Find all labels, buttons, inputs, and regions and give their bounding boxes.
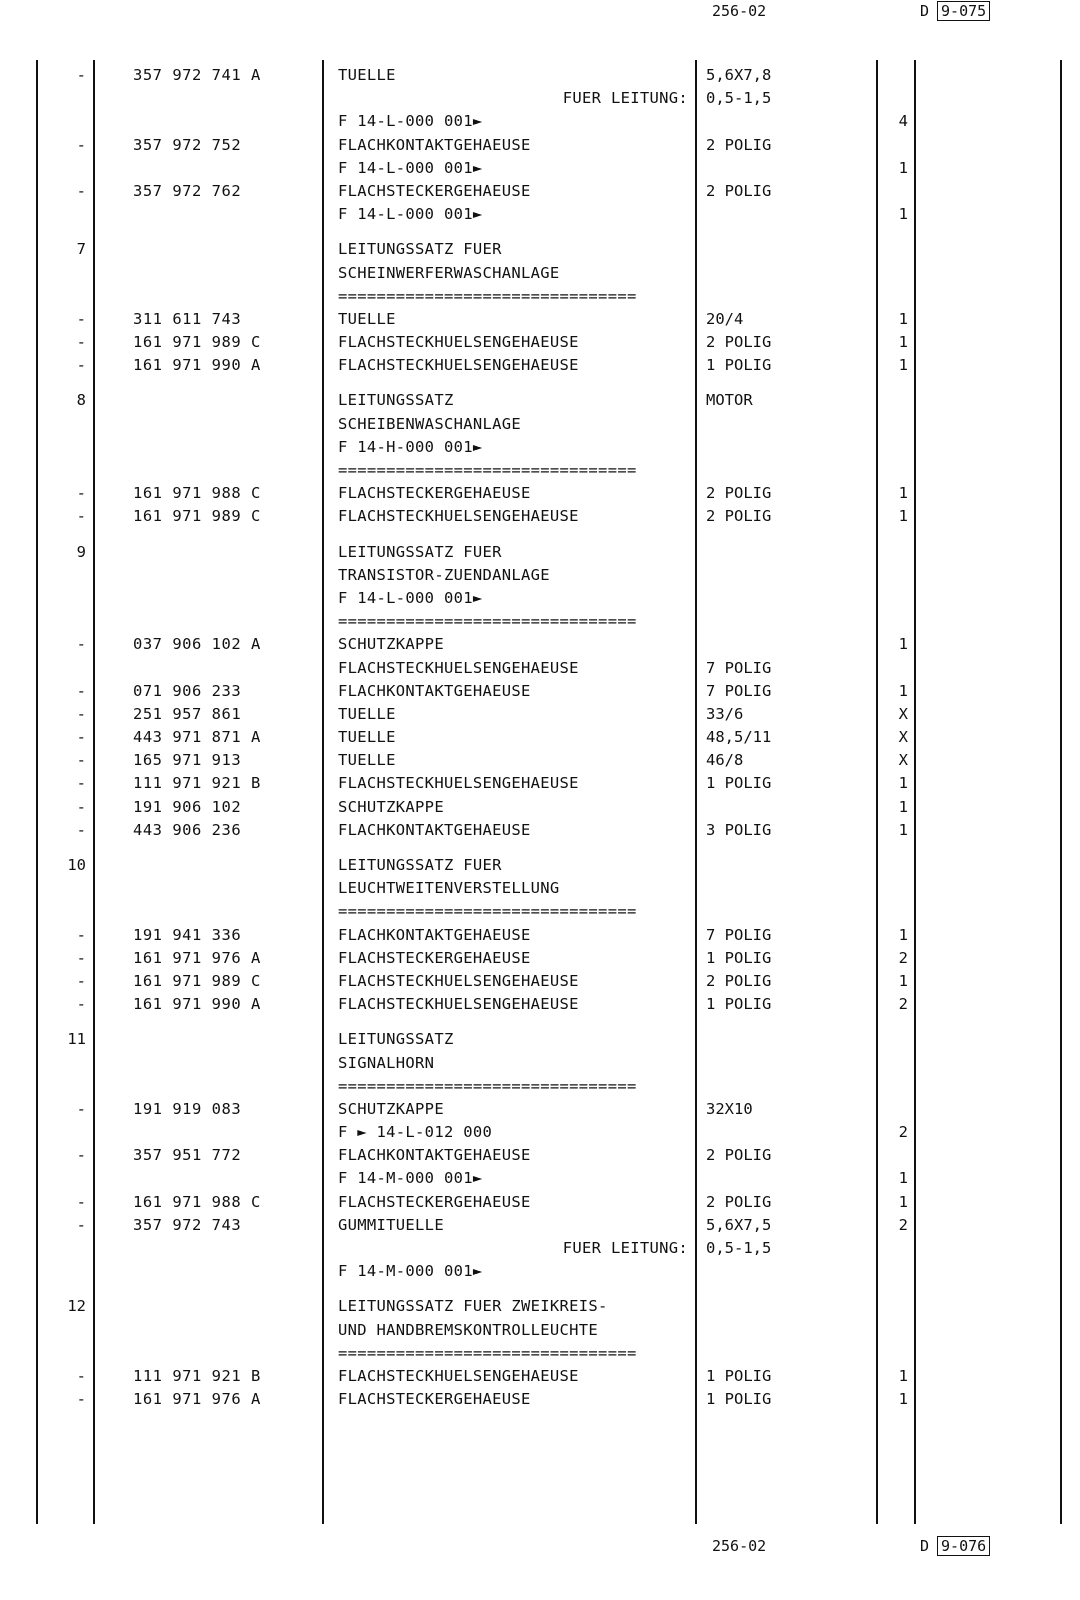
quantity: 1: [898, 635, 908, 654]
description: F 14-L-000 001►: [338, 112, 483, 131]
part-number: 191 919 083: [133, 1099, 242, 1118]
table-row: [0, 459, 1080, 482]
position-number: -: [76, 704, 86, 723]
table-row: [0, 541, 1080, 564]
specification: 2 POLIG: [706, 181, 772, 200]
specification: 1 POLIG: [706, 1390, 772, 1409]
table-row: [0, 64, 1080, 87]
specification: 7 POLIG: [706, 925, 772, 944]
table-row: [0, 819, 1080, 842]
specification: 1 POLIG: [706, 995, 772, 1014]
quantity: 1: [898, 205, 908, 224]
quantity: 1: [898, 158, 908, 177]
quantity: 1: [898, 309, 908, 328]
position-number: -: [76, 797, 86, 816]
specification: 2 POLIG: [706, 507, 772, 526]
position-number: -: [76, 1099, 86, 1118]
table-row: [0, 1075, 1080, 1098]
specification: 2 POLIG: [706, 333, 772, 352]
specification: 20/4: [706, 309, 744, 328]
position-number: -: [76, 925, 86, 944]
part-number: 251 957 861: [133, 704, 242, 723]
position-number: -: [76, 681, 86, 700]
specification: 1 POLIG: [706, 774, 772, 793]
position-number: 9: [76, 542, 86, 561]
quantity: 1: [898, 356, 908, 375]
quantity: 1: [898, 484, 908, 503]
footer-page-number: 9-076: [937, 1536, 990, 1556]
position-number: -: [76, 135, 86, 154]
table-row: [0, 1260, 1080, 1283]
position-number: 10: [67, 856, 86, 874]
description: FLACHKONTAKTGEHAEUSE: [338, 681, 531, 700]
table-row: [0, 180, 1080, 203]
quantity: 2: [898, 1123, 908, 1142]
part-number: 311 611 743: [133, 309, 242, 328]
part-number: 443 971 871 A: [133, 728, 261, 747]
position-number: -: [76, 1146, 86, 1165]
table-row: [0, 1319, 1080, 1342]
description: ===============================: [338, 461, 637, 479]
table-row: [0, 564, 1080, 587]
table-row: [0, 1052, 1080, 1075]
table-row: [0, 947, 1080, 970]
part-number: 111 971 921 B: [133, 1366, 261, 1385]
description: FLACHKONTAKTGEHAEUSE: [338, 135, 531, 154]
position-number: -: [76, 356, 86, 375]
quantity: 1: [898, 774, 908, 793]
part-number: 161 971 989 C: [133, 333, 261, 352]
part-number: 161 971 990 A: [133, 356, 261, 375]
part-number: 161 971 988 C: [133, 484, 261, 503]
specification: 32X10: [706, 1099, 753, 1118]
table-row: [0, 505, 1080, 528]
table-row: [0, 1214, 1080, 1237]
table-row: [0, 262, 1080, 285]
table-row: [0, 354, 1080, 377]
description: GUMMITUELLE: [338, 1215, 444, 1234]
table-row: [0, 134, 1080, 157]
description: TUELLE: [338, 704, 396, 723]
quantity: X: [898, 728, 908, 747]
part-number: 357 972 741 A: [133, 66, 261, 84]
description: FLACHKONTAKTGEHAEUSE: [338, 820, 531, 839]
header-code: 256-02: [712, 2, 767, 20]
position-number: 11: [67, 1030, 86, 1049]
specification: 2 POLIG: [706, 1192, 772, 1211]
quantity: 4: [898, 112, 908, 131]
description: FLACHSTECKHUELSENGEHAEUSE: [338, 356, 579, 375]
part-number: 161 971 989 C: [133, 507, 261, 526]
specification: 33/6: [706, 704, 744, 723]
position-number: -: [76, 309, 86, 328]
description: SCHUTZKAPPE: [338, 635, 444, 654]
part-number: 161 971 988 C: [133, 1192, 261, 1211]
table-row: [0, 1144, 1080, 1167]
position-number: -: [76, 751, 86, 770]
description: FUER LEITUNG:: [562, 89, 688, 108]
table-row: [0, 1098, 1080, 1121]
description: FLACHSTECKHUELSENGEHAEUSE: [338, 507, 579, 526]
table-row: [0, 657, 1080, 680]
table-row: [0, 389, 1080, 412]
quantity: 1: [898, 1366, 908, 1385]
specification: 2 POLIG: [706, 484, 772, 503]
position-number: -: [76, 995, 86, 1014]
quantity: 2: [898, 1215, 908, 1234]
table-row: [0, 726, 1080, 749]
part-number: 191 906 102: [133, 797, 242, 816]
specification: 2 POLIG: [706, 135, 772, 154]
table-row: [0, 1121, 1080, 1144]
quantity: 1: [898, 820, 908, 839]
table-row: [0, 482, 1080, 505]
table-row: [0, 157, 1080, 180]
quantity: 1: [898, 1192, 908, 1211]
description: F 14-H-000 001►: [338, 437, 483, 456]
description: LEITUNGSSATZ FUER ZWEIKREIS-: [338, 1297, 608, 1316]
part-number: 443 906 236: [133, 820, 242, 839]
description: TRANSISTOR-ZUENDANLAGE: [338, 565, 550, 584]
specification: MOTOR: [706, 391, 753, 410]
specification: 7 POLIG: [706, 658, 772, 677]
description: FLACHKONTAKTGEHAEUSE: [338, 1146, 531, 1165]
description: FLACHSTECKERGEHAEUSE: [338, 1192, 531, 1211]
quantity: 1: [898, 507, 908, 526]
specification: 46/8: [706, 751, 744, 770]
description: ===============================: [338, 902, 637, 921]
table-row: [0, 877, 1080, 900]
specification: 5,6X7,8: [706, 66, 772, 84]
quantity: 1: [898, 1169, 908, 1188]
part-number: 161 971 989 C: [133, 971, 261, 990]
description: TUELLE: [338, 309, 396, 328]
specification: 7 POLIG: [706, 681, 772, 700]
description: FLACHSTECKHUELSENGEHAEUSE: [338, 774, 579, 793]
description: TUELLE: [338, 728, 396, 747]
specification: 1 POLIG: [706, 948, 772, 967]
table-row: [0, 900, 1080, 923]
position-number: -: [76, 1390, 86, 1409]
description: SIGNALHORN: [338, 1053, 435, 1072]
table-row: [0, 308, 1080, 331]
description: TUELLE: [338, 66, 396, 84]
part-number: 161 971 990 A: [133, 995, 261, 1014]
table-row: [0, 1388, 1080, 1411]
row-spacer: [0, 529, 1080, 541]
description: FLACHKONTAKTGEHAEUSE: [338, 925, 531, 944]
part-number: 161 971 976 A: [133, 948, 261, 967]
quantity: 2: [898, 995, 908, 1014]
parts-table: [0, 64, 1080, 1411]
table-row: [0, 796, 1080, 819]
part-number: 357 972 762: [133, 181, 242, 200]
table-row: [0, 203, 1080, 226]
specification: 1 POLIG: [706, 1366, 772, 1385]
table-row: [0, 1167, 1080, 1190]
description: TUELLE: [338, 751, 396, 770]
table-row: [0, 610, 1080, 633]
description: LEITUNGSSATZ FUER: [338, 542, 502, 561]
description: SCHUTZKAPPE: [338, 797, 444, 816]
description: F ► 14-L-012 000: [338, 1123, 493, 1142]
part-number: 071 906 233: [133, 681, 242, 700]
specification: 2 POLIG: [706, 971, 772, 990]
row-spacer: [0, 1283, 1080, 1295]
position-number: 12: [67, 1297, 86, 1316]
description: FLACHSTECKHUELSENGEHAEUSE: [338, 995, 579, 1014]
position-number: 8: [76, 391, 86, 410]
table-row: [0, 993, 1080, 1016]
position-number: -: [76, 1215, 86, 1234]
part-number: 357 951 772: [133, 1146, 242, 1165]
description: FLACHSTECKERGEHAEUSE: [338, 181, 531, 200]
description: FLACHSTECKHUELSENGEHAEUSE: [338, 1366, 579, 1385]
table-row: [0, 1028, 1080, 1051]
description: FLACHSTECKERGEHAEUSE: [338, 1390, 531, 1409]
table-row: [0, 703, 1080, 726]
part-number: 357 972 743: [133, 1215, 242, 1234]
table-row: [0, 772, 1080, 795]
quantity: X: [898, 751, 908, 770]
description: LEITUNGSSATZ: [338, 391, 454, 410]
position-number: -: [76, 333, 86, 352]
description: FLACHSTECKHUELSENGEHAEUSE: [338, 971, 579, 990]
description: UND HANDBREMSKONTROLLEUCHTE: [338, 1320, 599, 1339]
quantity: 1: [898, 797, 908, 816]
position-number: -: [76, 820, 86, 839]
position-number: -: [76, 948, 86, 967]
description: SCHUTZKAPPE: [338, 1099, 444, 1118]
description: SCHEIBENWASCHANLAGE: [338, 414, 522, 433]
position-number: -: [76, 66, 86, 84]
header-page-number: 9-075: [937, 1, 990, 21]
quantity: 1: [898, 971, 908, 990]
specification: 1 POLIG: [706, 356, 772, 375]
description: LEITUNGSSATZ: [338, 1030, 454, 1049]
table-row: [0, 680, 1080, 703]
description: LEITUNGSSATZ FUER: [338, 856, 502, 874]
description: LEITUNGSSATZ FUER: [338, 240, 502, 259]
table-row: [0, 1237, 1080, 1260]
description: F 14-M-000 001►: [338, 1262, 483, 1281]
footer-page-ref: [920, 1537, 990, 1555]
description: LEUCHTWEITENVERSTELLUNG: [338, 879, 560, 898]
row-spacer: [0, 377, 1080, 389]
table-row: [0, 633, 1080, 656]
table-row: [0, 854, 1080, 877]
part-number: 191 941 336: [133, 925, 242, 944]
specification: 48,5/11: [706, 728, 772, 747]
part-number: 111 971 921 B: [133, 774, 261, 793]
description: ===============================: [338, 1076, 637, 1095]
specification: 0,5-1,5: [706, 1239, 772, 1257]
position-number: -: [76, 774, 86, 793]
row-spacer: [0, 1016, 1080, 1028]
header-page-ref: [920, 2, 990, 20]
table-row: [0, 749, 1080, 772]
position-number: -: [76, 181, 86, 200]
table-row: [0, 87, 1080, 110]
description: FUER LEITUNG:: [562, 1239, 688, 1257]
position-number: -: [76, 1192, 86, 1211]
quantity: 1: [898, 925, 908, 944]
description: F 14-L-000 001►: [338, 158, 483, 177]
footer-code: 256-02: [712, 1537, 767, 1555]
description: SCHEINWERFERWASCHANLAGE: [338, 263, 560, 282]
table-row: [0, 331, 1080, 354]
quantity: 2: [898, 948, 908, 967]
description: F 14-L-000 001►: [338, 588, 483, 607]
page-footer: [0, 1525, 1080, 1555]
part-number: 037 906 102 A: [133, 635, 261, 654]
description: FLACHSTECKHUELSENGEHAEUSE: [338, 658, 579, 677]
page-header: [0, 0, 1080, 26]
specification: 5,6X7,5: [706, 1215, 772, 1234]
position-number: -: [76, 484, 86, 503]
description: FLACHSTECKERGEHAEUSE: [338, 948, 531, 967]
footer-page-prefix: D: [920, 1537, 930, 1555]
description: FLACHSTECKERGEHAEUSE: [338, 484, 531, 503]
specification: 2 POLIG: [706, 1146, 772, 1165]
table-row: [0, 1365, 1080, 1388]
table-row: [0, 436, 1080, 459]
table-row: [0, 587, 1080, 610]
table-row: [0, 110, 1080, 133]
quantity: X: [898, 704, 908, 723]
quantity: 1: [898, 333, 908, 352]
table-row: [0, 1191, 1080, 1214]
table-row: [0, 924, 1080, 947]
position-number: -: [76, 971, 86, 990]
description: ===============================: [338, 1343, 637, 1362]
description: F 14-M-000 001►: [338, 1169, 483, 1188]
table-row: [0, 285, 1080, 308]
table-row: [0, 1342, 1080, 1365]
specification: 0,5-1,5: [706, 89, 772, 108]
part-number: 357 972 752: [133, 135, 242, 154]
description: FLACHSTECKHUELSENGEHAEUSE: [338, 333, 579, 352]
description: ===============================: [338, 286, 637, 305]
row-spacer: [0, 226, 1080, 238]
specification: 3 POLIG: [706, 820, 772, 839]
part-number: 165 971 913: [133, 751, 242, 770]
table-row: [0, 970, 1080, 993]
table-row: [0, 1295, 1080, 1318]
quantity: 1: [898, 681, 908, 700]
part-number: 161 971 976 A: [133, 1390, 261, 1409]
position-number: -: [76, 507, 86, 526]
description: ===============================: [338, 612, 637, 631]
position-number: -: [76, 635, 86, 654]
position-number: -: [76, 728, 86, 747]
quantity: 1: [898, 1390, 908, 1409]
description: F 14-L-000 001►: [338, 205, 483, 224]
header-page-prefix: D: [920, 2, 930, 20]
table-row: [0, 413, 1080, 436]
row-spacer: [0, 842, 1080, 854]
position-number: 7: [76, 240, 86, 259]
table-row: [0, 238, 1080, 261]
position-number: -: [76, 1366, 86, 1385]
